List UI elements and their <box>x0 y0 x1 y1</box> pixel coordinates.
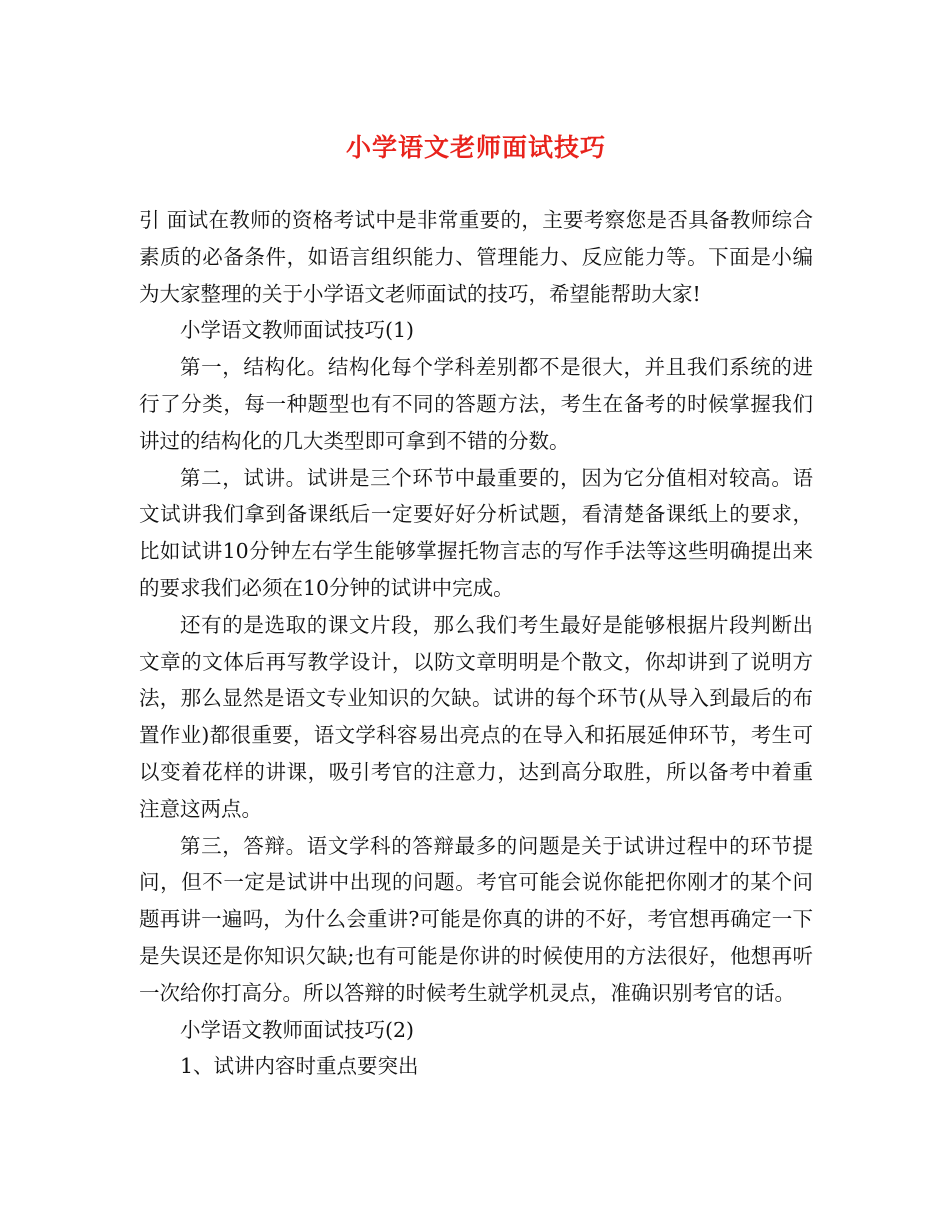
section-heading-1: 小学语文教师面试技巧(1) <box>180 318 415 343</box>
paragraph-intro: 引 面试在教师的资格考试中是非常重要的，主要考察您是否具备教师综合素质的必备条件，如语言组织能力、管理能力、反应能力等。下面是小编为大家整理的关于小学语文老师面试的技巧，希望能帮助大家! <box>139 208 813 306</box>
list-item-1: 1、试讲内容时重点要突出 <box>180 1054 419 1079</box>
paragraph-structured: 第一，结构化。结构化每个学科差别都不是很大，并且我们系统的进行了分类，每一种题型也有不同的答题方法，考生在备考的时候掌握我们讲过的结构化的几大类型即可拿到不错的分数。 <box>139 355 813 453</box>
paragraph-text-excerpt: 还有的是选取的课文片段，那么我们考生最好是能够根据片段判断出文章的文体后再写教学设计，以防文章明明是个散文，你却讲到了说明方法，那么显然是语文专业知识的欠缺。试讲的每个环节(从导入到最后的布置作业)都很重要，语文学科容易出亮点的在导入和拓展延伸环节，考生可以变着花样的讲课，吸引考官的注意力，达到高分取胜，所以备考中着重注意这两点。 <box>139 612 813 821</box>
section-heading-2: 小学语文教师面试技巧(2) <box>180 1017 415 1042</box>
document-body <box>139 202 813 1085</box>
document-title: 小学语文老师面试技巧 <box>345 133 606 162</box>
paragraph-trial-lecture: 第二，试讲。试讲是三个环节中最重要的，因为它分值相对较高。语文试讲我们拿到备课纸后一定要好好分析试题，看清楚备课纸上的要求，比如试讲10分钟左右学生能够掌握托物言志的写作手法等这些明确提出来的要求我们必须在10分钟的试讲中完成。 <box>139 465 813 600</box>
paragraph-defense: 第三，答辩。语文学科的答辩最多的问题是关于试讲过程中的环节提问，但不一定是试讲中出现的问题。考官可能会说你能把你刚才的某个问题再讲一遍吗，为什么会重讲?可能是你真的讲的不好，考官想再确定一下是失误还是你知识欠缺;也有可能是你讲的时候使用的方法很好，他想再听一次给你打高分。所以答辩的时候考生就学机灵点，准确识别考官的话。 <box>139 833 813 1005</box>
